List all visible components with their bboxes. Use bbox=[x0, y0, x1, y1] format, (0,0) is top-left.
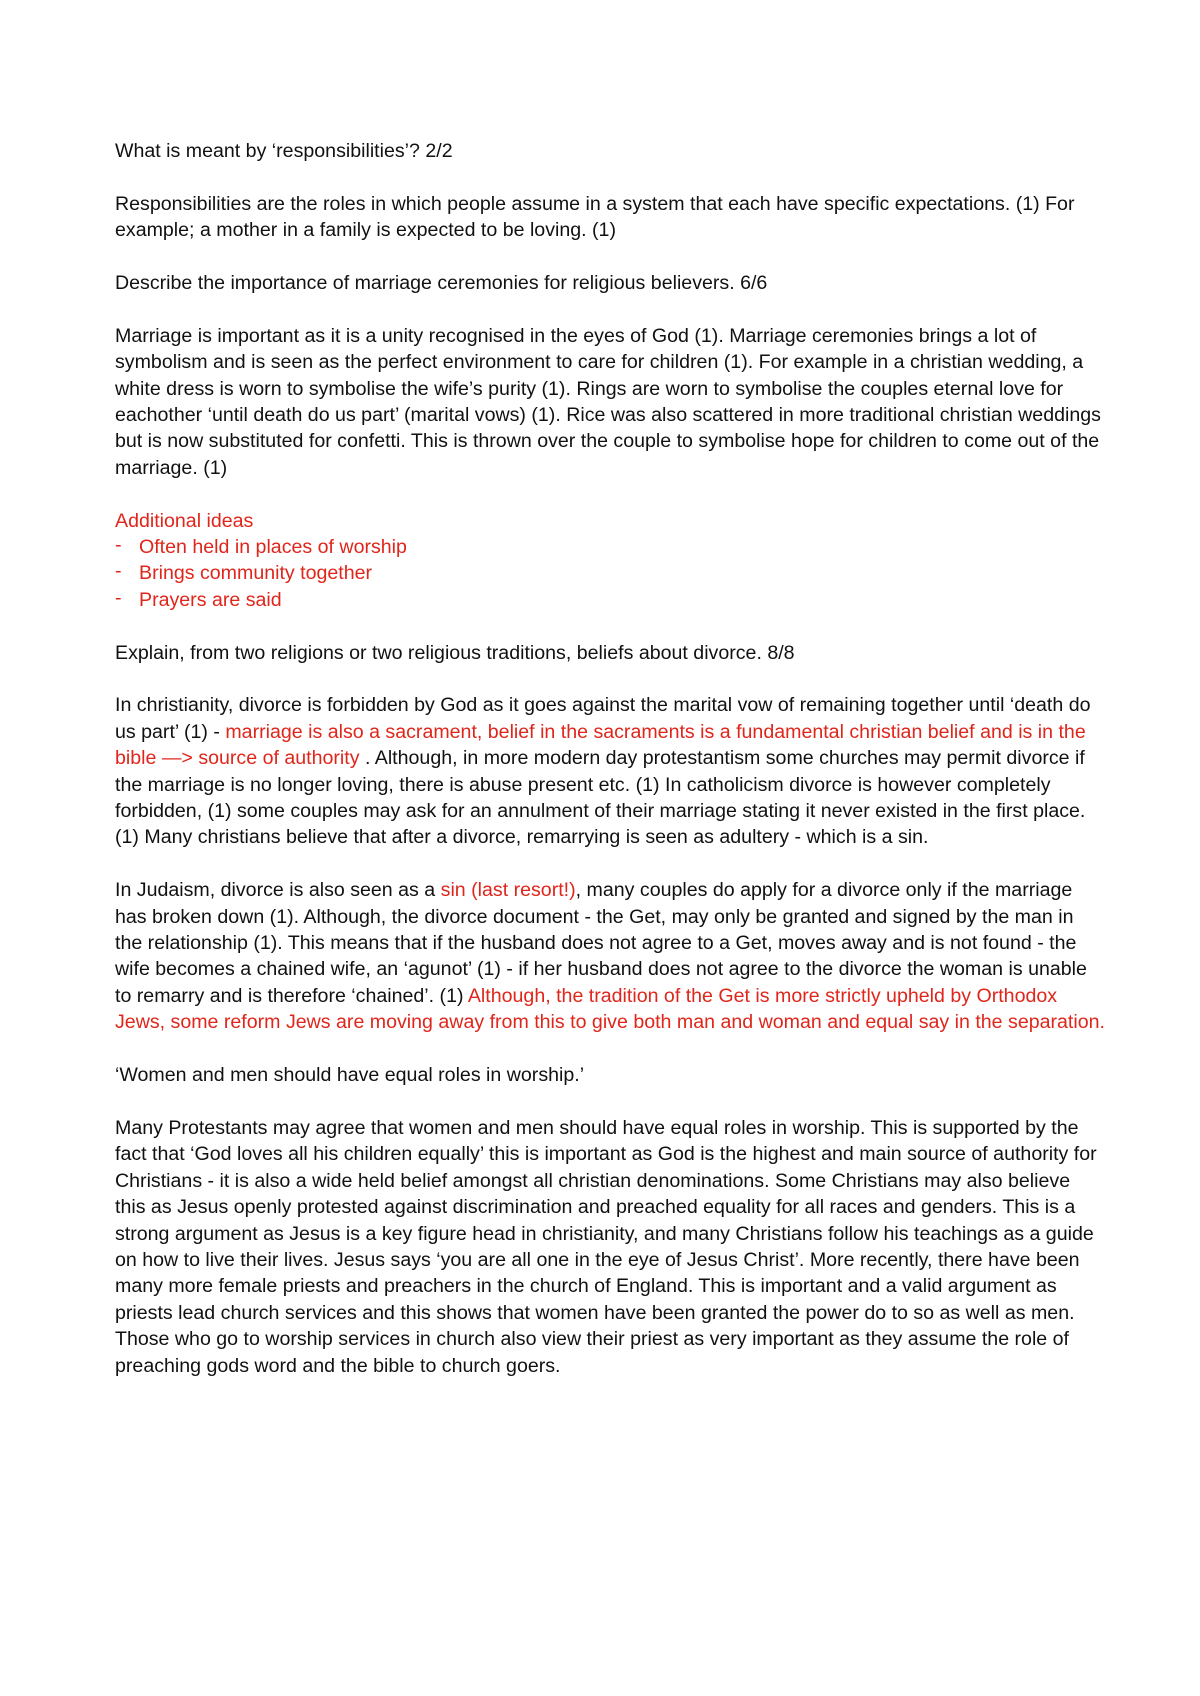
q1-answer: Responsibilities are the roles in which people assume in a system that each have specific expectations. (1) For example; a mother in a family is expected to be loving. (1) bbox=[115, 192, 1075, 242]
answer-text: . Although, in more modern day protestantism some churches may permit divorce if the marriage is no longer loving, there is abuse present etc. (1) In catholicism divorce is however completely forbidden, (1) some couples may ask for an annulment of their marriage stating it never existed in the first place. (1) Many christians believe that after a divorce, remarrying is seen as adultery - which is a sin. bbox=[115, 747, 1086, 849]
q2-question: Describe the importance of marriage ceremonies for religious believers. 6/6 bbox=[115, 272, 768, 294]
list-item-text: Brings community together bbox=[139, 562, 373, 585]
q4-answer: Many Protestants may agree that women and men should have equal roles in worship. This is supported by the fact that ‘God loves all his children equally’ this is important as God is the highest and main source of authority for Christians - it is also a wide held belief amongst all christian denominations. Some Christians may also believe this as Jesus openly protested against discrimination and preached equality for all races and genders. This is a strong argument as Jesus is a key figure head in christianity, and many Christians follow his teachings as a guide on how to live their lives. Jesus says ‘you are all one in the eye of Jesus Christ’. More recently, there have been many more female priests and preachers in the church of England. This is important and a valid argument as priests lead church services and this shows that women have been granted the power do to so as well as men. Those who go to worship services in church also view their priest as very important as they assume the role of preaching gods word and the bible to church goers. bbox=[115, 1116, 1097, 1377]
list-item bbox=[115, 534, 1105, 560]
red-annotation: marriage is also a sacrament, belief in the sacraments is a fundamental christian belief and is in the bible —> source of authority bbox=[115, 720, 1086, 770]
bullet-dash: - bbox=[115, 586, 122, 609]
list-item-text: Prayers are said bbox=[139, 588, 282, 611]
q4-statement: ‘Women and men should have equal roles in worship.’ bbox=[115, 1064, 585, 1087]
additional-ideas-title: Additional ideas bbox=[115, 509, 254, 532]
q2-answer: Marriage is important as it is a unity recognised in the eyes of God (1). Marriage ceremonies brings a lot of symbolism and is seen as the perfect environment to care for children (1). For example in a christian wedding, a white dress is worn to symbolise the wife’s purity (1). Rings are worn to symbolise the couples eternal love for eachother ‘until death do us part’ (marital vows) (1). Rice was also scattered in more traditional christian weddings but is now substituted for confetti. This is thrown over the couple to symbolise hope for children to come out of the marriage. (1) bbox=[115, 324, 1101, 479]
list-item bbox=[115, 587, 1105, 613]
q3-judaism-answer bbox=[115, 877, 1105, 1035]
document-page bbox=[115, 138, 1105, 1405]
answer-text: In christianity, divorce is forbidden by God as it goes against the marital vow of remaining together until ‘death do us part’ (1) - bbox=[115, 694, 1091, 743]
answer-text: , many couples do apply for a divorce only if the marriage has broken down (1). Although, the divorce document - the Get, may only be granted and signed by the man in the relationship (1). This means that if the husband does not agree to a Get, moves away and is not found - the wife becomes a chained wife, an ‘agunot’ (1) - if her husband does not agree to the divorce the woman is unable to remarry and is therefore ‘chained’. (1) bbox=[115, 879, 1087, 1007]
answer-text: In Judaism, divorce is also seen as a bbox=[115, 879, 441, 902]
q3-christianity-answer bbox=[115, 692, 1105, 850]
q3-question: Explain, from two religions or two religious traditions, beliefs about divorce. 8/8 bbox=[115, 641, 795, 664]
bullet-dash: - bbox=[115, 534, 122, 557]
red-annotation: sin (last resort!) bbox=[440, 879, 576, 902]
red-annotation: Although, the tradition of the Get is more strictly upheld by Orthodox Jews, some reform Jews are moving away from this to give both man and woman and equal say in the separation. bbox=[115, 984, 1105, 1034]
additional-ideas-list bbox=[115, 534, 1105, 613]
q1-question: What is meant by ‘responsibilities’? 2/2 bbox=[115, 140, 453, 162]
list-item bbox=[115, 560, 1105, 586]
bullet-dash: - bbox=[115, 560, 122, 583]
list-item-text: Often held in places of worship bbox=[139, 536, 407, 559]
